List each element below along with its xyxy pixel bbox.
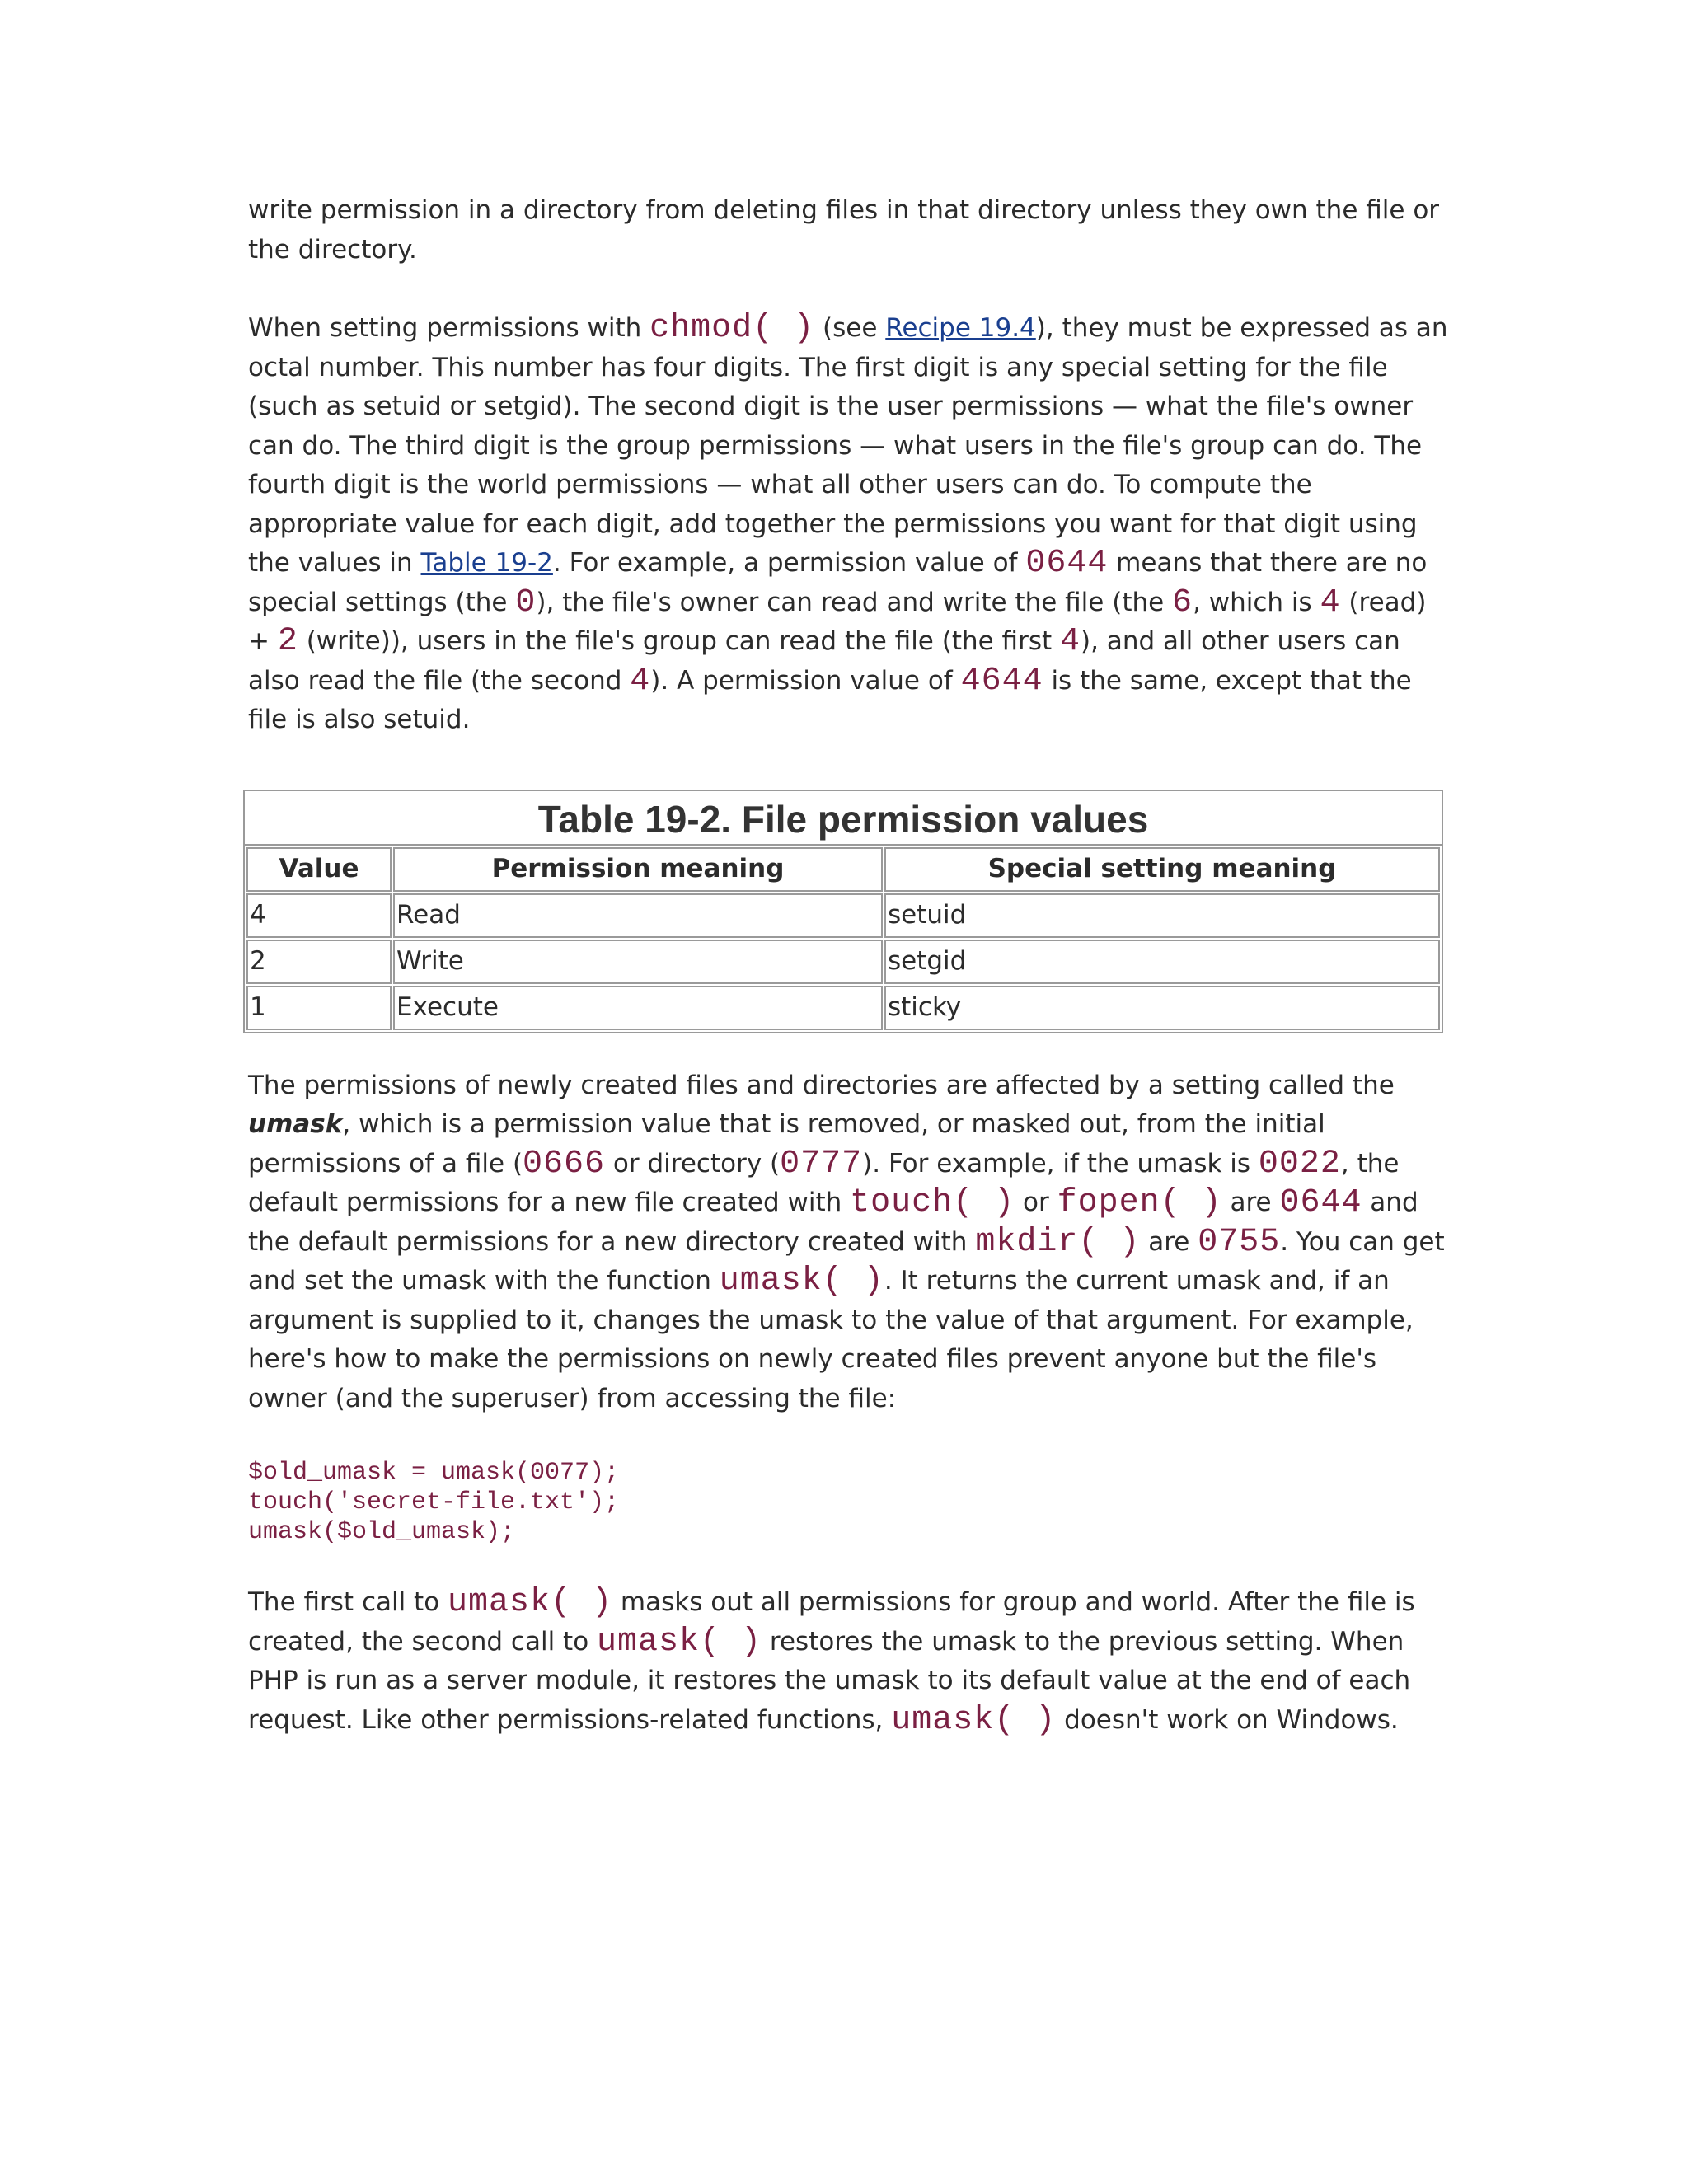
column-header-value: Value — [246, 847, 392, 892]
inline-code-chmod: chmod( ) — [649, 310, 815, 347]
term-umask: umask — [248, 1109, 343, 1139]
permission-table-wrapper — [243, 790, 1443, 1033]
paragraph-continuation: write permission in a directory from deleting files in that directory unless they own the file or the directory. — [248, 195, 1440, 265]
inline-code-umask: umask( ) — [891, 1701, 1057, 1739]
text: ). For example, if the umask is — [862, 1148, 1259, 1179]
text: ). A permission value of — [650, 665, 961, 696]
inline-code-umask: umask( ) — [448, 1584, 613, 1621]
column-header-special: Special setting meaning — [884, 847, 1440, 892]
inline-code-value: 0755 — [1198, 1223, 1281, 1261]
table-cell: Write — [393, 940, 883, 984]
link-recipe-19-4[interactable]: Recipe 19.4 — [885, 313, 1036, 343]
inline-code-touch: touch( ) — [850, 1184, 1015, 1221]
text: are — [1221, 1188, 1280, 1217]
text: . It returns the current umask and, if an argument is supplied to it, changes the umask to the value of that argument. For example, here's how to make the permissions on newly created files prevent anyone but the file's owner (and the superuser) from accessing the file: — [248, 1266, 1414, 1413]
text: restores the umask to the previous setting. When PHP is run as a server module, it restores the umask to its default value at the end of each request. Like other permissions-related functions, — [248, 1626, 1411, 1735]
inline-code-value: 0777 — [780, 1145, 863, 1183]
table-cell: setgid — [884, 940, 1440, 984]
text: masks out all permissions for group and world. After the file is created, the second call to — [248, 1587, 1415, 1657]
text: The first call to — [248, 1587, 448, 1617]
text: are — [1140, 1226, 1198, 1257]
inline-code-mkdir: mkdir( ) — [975, 1223, 1141, 1261]
table-cell: setuid — [884, 893, 1440, 938]
text: , the default permissions for a new file created with — [248, 1148, 1400, 1217]
text: and the default permissions for a new directory created with — [248, 1188, 1418, 1257]
text: When setting permissions with — [248, 313, 650, 343]
inline-code-fopen: fopen( ) — [1057, 1184, 1222, 1221]
table-caption: Table 19-2. File permission values — [243, 790, 1443, 844]
table-cell: 2 — [246, 940, 392, 984]
inline-code-value: 4 — [1060, 623, 1081, 660]
table-cell: 4 — [246, 893, 392, 938]
text: doesn't work on Windows. — [1056, 1704, 1399, 1735]
text: , which is — [1193, 587, 1320, 617]
text: (read) + — [248, 587, 1427, 656]
document-page — [248, 191, 1451, 1740]
text: means that there are no special settings (the — [248, 548, 1428, 617]
paragraph-chmod-octal — [248, 309, 1451, 740]
table-cell: 1 — [246, 986, 392, 1030]
inline-code-value: 4644 — [960, 662, 1043, 700]
paragraph-umask-calls — [248, 1583, 1451, 1740]
text: The permissions of newly created files and directories are affected by a setting called the — [248, 1070, 1395, 1100]
inline-code-value: 2 — [277, 623, 298, 660]
table-row — [246, 893, 1440, 938]
text: or directory ( — [605, 1148, 781, 1179]
text: (write)), users in the file's group can read the file (the first — [298, 626, 1060, 656]
table-row — [246, 940, 1440, 984]
table-cell: Execute — [393, 986, 883, 1030]
column-header-permission: Permission meaning — [393, 847, 883, 892]
inline-code-value: 0022 — [1258, 1145, 1341, 1183]
inline-code-value: 0644 — [1025, 545, 1109, 582]
text: or — [1015, 1188, 1057, 1217]
table-cell: Read — [393, 893, 883, 938]
inline-code-value: 0666 — [523, 1145, 606, 1183]
text: , which is a permission value that is removed, or masked out, from the initial permissions of a file ( — [248, 1109, 1325, 1179]
paragraph-umask — [248, 1066, 1451, 1419]
code-block: $old_umask = umask(0077); touch('secret-file.txt'); umask($old_umask); — [248, 1459, 620, 1546]
link-table-19-2[interactable]: Table 19-2 — [420, 548, 553, 578]
text: (see — [814, 313, 886, 343]
text: . For example, a permission value of — [552, 548, 1026, 578]
table-cell: sticky — [884, 986, 1440, 1030]
text: ), they must be expressed as an octal number. This number has four digits. The first digit is any special setting for the file (such as setuid or setgid). The second digit is the user permissions — what the file's owner can do. The third digit is the group permissions — what users in the file's group can do. The fourth digit is the world permissions — what all other users can do. To compute the appropriate value for each digit, add together the permissions you want for that digit using the values in — [248, 313, 1448, 578]
text: is the same, except that the file is also setuid. — [248, 665, 1412, 734]
text: . You can get and set the umask with the function — [248, 1226, 1445, 1296]
inline-code-value: 0 — [515, 583, 537, 621]
text: ), and all other users can also read the file (the second — [248, 626, 1400, 696]
inline-code-umask: umask( ) — [597, 1623, 762, 1661]
inline-code-umask: umask( ) — [719, 1263, 884, 1300]
table-row — [246, 986, 1440, 1030]
inline-code-value: 6 — [1172, 583, 1193, 621]
text: ), the file's owner can read and write the file (the — [536, 587, 1173, 617]
table-header-row — [246, 847, 1440, 892]
inline-code-value: 4 — [630, 662, 651, 700]
inline-code-value: 4 — [1320, 583, 1341, 621]
inline-code-value: 0644 — [1279, 1184, 1362, 1221]
permission-table — [243, 790, 1443, 1033]
